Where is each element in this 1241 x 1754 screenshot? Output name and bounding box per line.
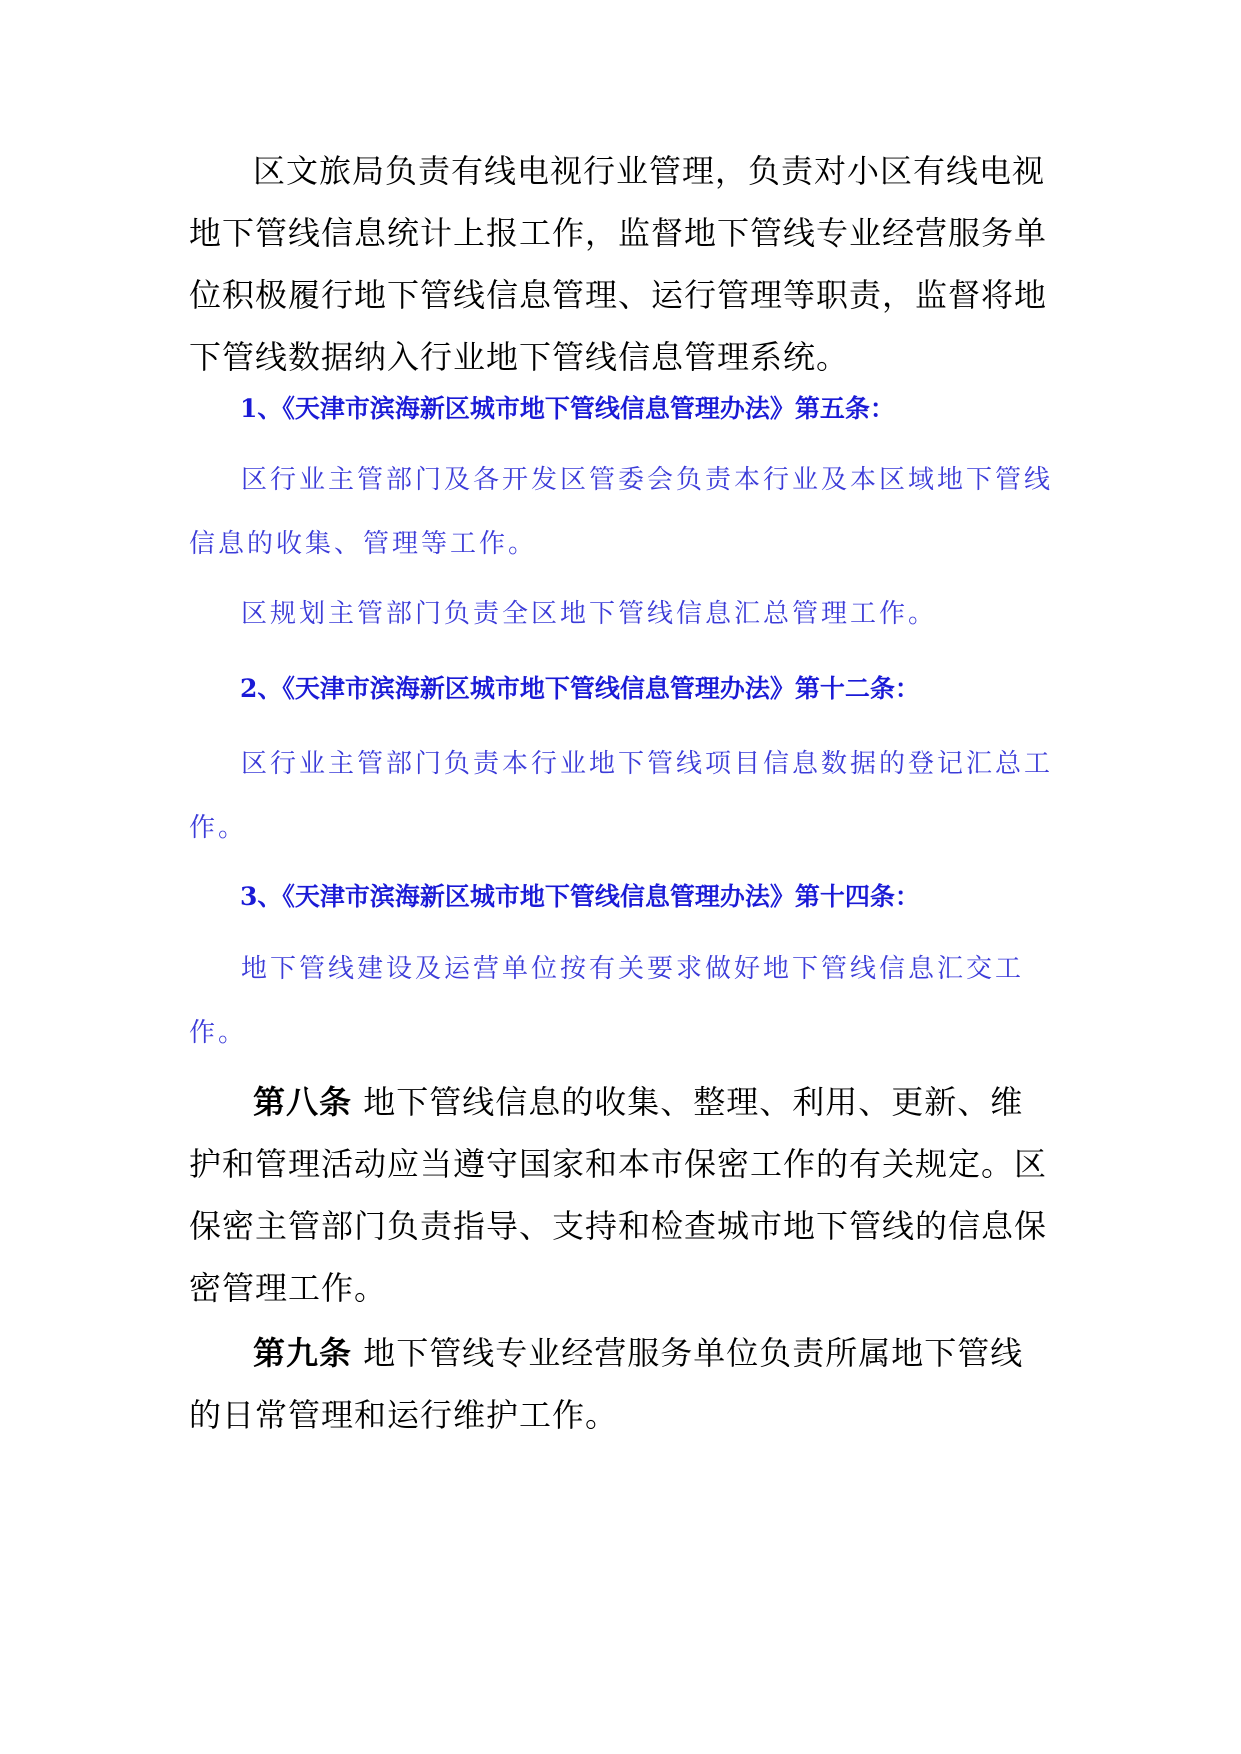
article-9-paragraph: [189, 1322, 1055, 1446]
article-8-paragraph: [189, 1071, 1055, 1319]
article-9-text: 地下管线专业经营服务单位负责所属地下管线的日常管理和运行维护工作。: [189, 1334, 1024, 1434]
paragraph-culture-tourism-bureau: 区文旅局负责有线电视行业管理，负责对小区有线电视地下管线信息统计上报工作，监督地下管线专业经营服务单位积极履行地下管线信息管理、运行管理等职责，监督将地下管线数据纳入行业地下管线信息管理系统。: [189, 152, 1048, 376]
citation-text-article-14: 地下管线建设及运营单位按有关要求做好地下管线信息汇交工作。: [189, 954, 1025, 1048]
article-8-number: 第八条: [253, 1083, 353, 1121]
article-9-number: 第九条: [253, 1334, 353, 1372]
article-8-text: 地下管线信息的收集、整理、利用、更新、维护和管理活动应当遵守国家和本市保密工作的有关规定。区保密主管部门负责指导、支持和检查城市地下管线的信息保密管理工作。: [189, 1083, 1048, 1307]
citation-text-article-5-p1: 区行业主管部门及各开发区管委会负责本行业及本区域地下管线信息的收集、管理等工作。: [189, 465, 1054, 559]
citation-heading-article-5: 1、《天津市滨海新区城市地下管线信息管理办法》第五条：: [240, 394, 895, 423]
citation-text-article-12: 区行业主管部门负责本行业地下管线项目信息数据的登记汇总工作。: [189, 749, 1054, 843]
citation-text-article-5-p2: 区规划主管部门负责全区地下管线信息汇总管理工作。: [241, 599, 938, 629]
citation-heading-article-12: 2、《天津市滨海新区城市地下管线信息管理办法》第十二条：: [240, 674, 920, 703]
citation-heading-article-14: 3、《天津市滨海新区城市地下管线信息管理办法》第十四条：: [240, 882, 920, 911]
